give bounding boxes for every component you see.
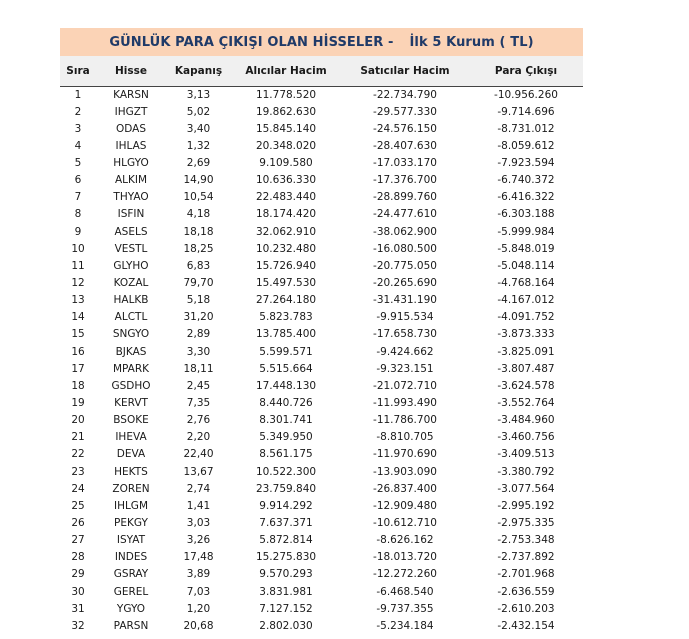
hisse-cell: VESTL: [114, 242, 148, 255]
kapanis-cell: 2,45: [186, 379, 211, 392]
saticilar-hacim-cell: -28.407.630: [373, 139, 437, 152]
sira-cell: 17: [71, 362, 85, 375]
kapanis-cell: 5,02: [186, 105, 211, 118]
sira-cell: 26: [71, 516, 85, 529]
kapanis-cell: 10,54: [183, 191, 214, 204]
table-row: [60, 189, 583, 206]
alicilar-hacim-cell: 8.561.175: [259, 448, 313, 461]
hisse-cell: ZOREN: [112, 482, 150, 495]
kapanis-cell: 2,74: [186, 482, 211, 495]
table-row: [60, 429, 583, 446]
table-row: [60, 583, 583, 600]
hisse-cell: BJKAS: [115, 345, 147, 358]
para-cikisi-cell: -2.610.203: [497, 602, 555, 615]
para-cikisi-cell: -2.975.335: [497, 516, 555, 529]
hisse-cell: ALCTL: [114, 311, 148, 324]
sira-cell: 25: [71, 499, 85, 512]
sira-cell: 24: [71, 482, 85, 495]
hisse-cell: BSOKE: [113, 414, 149, 427]
sira-cell: 5: [74, 156, 82, 169]
saticilar-hacim-cell: -11.786.700: [373, 414, 437, 427]
alicilar-hacim-cell: 15.497.530: [255, 276, 317, 289]
kapanis-cell: 4,18: [186, 208, 211, 221]
hisse-cell: IHGZT: [114, 105, 148, 118]
hisse-cell: PARSN: [113, 619, 149, 632]
table-row: [60, 446, 583, 463]
sira-cell: 3: [74, 122, 82, 135]
hisse-cell: IHLGM: [113, 499, 149, 512]
kapanis-cell: 2,76: [186, 414, 211, 427]
para-cikisi-cell: -6.416.322: [497, 191, 555, 204]
alicilar-hacim-cell: 9.109.580: [259, 156, 313, 169]
kapanis-cell: 14,90: [183, 174, 214, 187]
table-row: [60, 258, 583, 275]
hisse-cell: ASELS: [114, 225, 148, 238]
alicilar-hacim-cell: 13.785.400: [255, 328, 317, 341]
sira-cell: 31: [71, 602, 85, 615]
kapanis-cell: 18,11: [183, 362, 214, 375]
kapanis-cell: 18,18: [183, 225, 214, 238]
saticilar-hacim-cell: -16.080.500: [373, 242, 437, 255]
table-row: [60, 361, 583, 378]
alicilar-hacim-cell: 15.845.140: [255, 122, 317, 135]
hisse-cell: IHLAS: [115, 139, 147, 152]
alicilar-hacim-cell: 32.062.910: [255, 225, 317, 238]
para-cikisi-cell: -3.807.487: [497, 362, 555, 375]
saticilar-hacim-cell: -11.970.690: [373, 448, 437, 461]
sira-cell: 30: [71, 585, 85, 598]
kapanis-cell: 22,40: [183, 448, 214, 461]
kapanis-cell: 31,20: [183, 311, 214, 324]
report-title-bar: [60, 28, 583, 56]
table-row: [60, 343, 583, 360]
hisse-cell: IHEVA: [115, 431, 147, 444]
hisse-cell: GLYHO: [113, 259, 149, 272]
saticilar-hacim-cell: -24.576.150: [373, 122, 437, 135]
saticilar-hacim-cell: -17.376.700: [373, 174, 437, 187]
para-cikisi-cell: -2.753.348: [497, 534, 555, 547]
saticilar-hacim-cell: -8.810.705: [376, 431, 434, 444]
saticilar-hacim-cell: -24.477.610: [373, 208, 437, 221]
alicilar-hacim-cell: 9.914.292: [259, 499, 313, 512]
alicilar-hacim-cell: 17.448.130: [255, 379, 317, 392]
alicilar-hacim-cell: 5.515.664: [259, 362, 313, 375]
sira-cell: 6: [74, 174, 82, 187]
sira-cell: 19: [71, 396, 85, 409]
sira-cell: 1: [74, 88, 82, 101]
hisse-cell: ISFIN: [117, 208, 145, 221]
para-cikisi-cell: -3.624.578: [497, 379, 555, 392]
table-row: [60, 601, 583, 618]
hisse-cell: THYAO: [113, 191, 149, 204]
para-cikisi-cell: -2.995.192: [497, 499, 555, 512]
sira-cell: 22: [71, 448, 85, 461]
para-cikisi-cell: -3.460.756: [497, 431, 555, 444]
table-row: [60, 309, 583, 326]
kapanis-cell: 3,89: [186, 568, 211, 581]
sira-cell: 21: [71, 431, 85, 444]
table-row: [60, 121, 583, 138]
alicilar-hacim-cell: 19.862.630: [255, 105, 317, 118]
kapanis-cell: 18,25: [183, 242, 214, 255]
hisse-cell: ISYAT: [116, 534, 146, 547]
column-header-saticilar-hacim: Satıcılar Hacim: [341, 56, 469, 86]
alicilar-hacim-cell: 8.301.741: [259, 414, 313, 427]
column-header-para-cikisi: Para Çıkışı: [469, 56, 583, 86]
alicilar-hacim-cell: 27.264.180: [255, 294, 317, 307]
para-cikisi-cell: -9.714.696: [497, 105, 555, 118]
alicilar-hacim-cell: 15.726.940: [255, 259, 317, 272]
alicilar-hacim-cell: 5.349.950: [259, 431, 313, 444]
sira-cell: 11: [71, 259, 85, 272]
para-cikisi-cell: -2.737.892: [497, 551, 555, 564]
kapanis-cell: 1,41: [186, 499, 211, 512]
hisse-cell: KOZAL: [113, 276, 149, 289]
para-cikisi-cell: -4.768.164: [497, 276, 555, 289]
saticilar-hacim-cell: -12.909.480: [373, 499, 437, 512]
saticilar-hacim-cell: -20.775.050: [373, 259, 437, 272]
saticilar-hacim-cell: -13.903.090: [373, 465, 437, 478]
column-header-sira: Sıra: [60, 56, 96, 86]
table-row: [60, 223, 583, 240]
kapanis-cell: 6,83: [186, 259, 211, 272]
table-row: [60, 275, 583, 292]
kapanis-cell: 3,13: [186, 88, 211, 101]
table-row: [60, 172, 583, 189]
table-row: [60, 498, 583, 515]
sira-cell: 29: [71, 568, 85, 581]
sira-cell: 12: [71, 276, 85, 289]
column-header-alicilar-hacim: Alıcılar Hacim: [231, 56, 341, 86]
hisse-cell: HEKTS: [114, 465, 148, 478]
sira-cell: 14: [71, 311, 85, 324]
para-cikisi-cell: -3.380.792: [497, 465, 555, 478]
alicilar-hacim-cell: 5.872.814: [259, 534, 313, 547]
alicilar-hacim-cell: 2.802.030: [259, 619, 313, 632]
table-row: [60, 618, 583, 635]
para-cikisi-cell: -5.048.114: [497, 259, 555, 272]
saticilar-hacim-cell: -18.013.720: [373, 551, 437, 564]
hisse-cell: KARSN: [113, 88, 149, 101]
kapanis-cell: 2,69: [186, 156, 211, 169]
kapanis-cell: 13,67: [183, 465, 214, 478]
kapanis-cell: 1,32: [186, 139, 211, 152]
kapanis-cell: 7,03: [186, 585, 211, 598]
table-body: [60, 86, 583, 635]
table-row: [60, 515, 583, 532]
alicilar-hacim-cell: 9.570.293: [259, 568, 313, 581]
para-cikisi-cell: -10.956.260: [494, 88, 558, 101]
kapanis-cell: 20,68: [183, 619, 214, 632]
para-cikisi-cell: -3.873.333: [497, 328, 555, 341]
alicilar-hacim-cell: 15.275.830: [255, 551, 317, 564]
alicilar-hacim-cell: 5.823.783: [259, 311, 313, 324]
para-cikisi-cell: -7.923.594: [497, 156, 555, 169]
table-row: [60, 549, 583, 566]
sira-cell: 4: [74, 139, 82, 152]
table-header-row: [60, 56, 583, 86]
kapanis-cell: 1,20: [186, 602, 211, 615]
kapanis-cell: 3,40: [186, 122, 211, 135]
saticilar-hacim-cell: -22.734.790: [373, 88, 437, 101]
table-row: [60, 138, 583, 155]
para-cikisi-cell: -5.848.019: [497, 242, 555, 255]
report-subtitle: İlk 5 Kurum ( TL): [409, 34, 534, 50]
para-cikisi-cell: -3.077.564: [497, 482, 555, 495]
table-row: [60, 463, 583, 480]
kapanis-cell: 3,26: [186, 534, 211, 547]
sira-cell: 16: [71, 345, 85, 358]
alicilar-hacim-cell: 8.440.726: [259, 396, 313, 409]
table-row: [60, 566, 583, 583]
hisse-cell: KERVT: [114, 396, 148, 409]
sira-cell: 27: [71, 534, 85, 547]
hisse-cell: ALKIM: [114, 174, 148, 187]
para-cikisi-cell: -5.999.984: [497, 225, 555, 238]
sira-cell: 18: [71, 379, 85, 392]
hisse-cell: ODAS: [115, 122, 146, 135]
kapanis-cell: 7,35: [186, 396, 211, 409]
sira-cell: 15: [71, 328, 85, 341]
sira-cell: 32: [71, 619, 85, 632]
table-row: [60, 86, 583, 104]
para-cikisi-cell: -6.303.188: [497, 208, 555, 221]
hisse-cell: SNGYO: [112, 328, 150, 341]
table-row: [60, 241, 583, 258]
column-header-hisse: Hisse: [96, 56, 166, 86]
sira-cell: 9: [74, 225, 82, 238]
alicilar-hacim-cell: 10.232.480: [255, 242, 317, 255]
alicilar-hacim-cell: 10.522.300: [255, 465, 317, 478]
alicilar-hacim-cell: 22.483.440: [255, 191, 317, 204]
para-cikisi-cell: -3.825.091: [497, 345, 555, 358]
saticilar-hacim-cell: -17.033.170: [373, 156, 437, 169]
saticilar-hacim-cell: -26.837.400: [373, 482, 437, 495]
para-cikisi-cell: -2.432.154: [497, 619, 555, 632]
hisse-cell: GSRAY: [113, 568, 149, 581]
table-row: [60, 326, 583, 343]
saticilar-hacim-cell: -5.234.184: [376, 619, 434, 632]
kapanis-cell: 2,20: [186, 431, 211, 444]
para-cikisi-cell: -8.731.012: [497, 122, 555, 135]
saticilar-hacim-cell: -38.062.900: [373, 225, 437, 238]
hisse-cell: HLGYO: [113, 156, 149, 169]
alicilar-hacim-cell: 11.778.520: [255, 88, 317, 101]
hisse-cell: INDES: [114, 551, 148, 564]
hisse-cell: HALKB: [113, 294, 149, 307]
saticilar-hacim-cell: -8.626.162: [376, 534, 434, 547]
hisse-cell: GSDHO: [111, 379, 151, 392]
saticilar-hacim-cell: -28.899.760: [373, 191, 437, 204]
table-row: [60, 481, 583, 498]
saticilar-hacim-cell: -9.737.355: [376, 602, 434, 615]
saticilar-hacim-cell: -12.272.260: [373, 568, 437, 581]
para-cikisi-cell: -2.636.559: [497, 585, 555, 598]
table-row: [60, 104, 583, 121]
alicilar-hacim-cell: 10.636.330: [255, 174, 317, 187]
saticilar-hacim-cell: -20.265.690: [373, 276, 437, 289]
saticilar-hacim-cell: -6.468.540: [376, 585, 434, 598]
hisse-cell: MPARK: [112, 362, 150, 375]
hisse-cell: DEVA: [116, 448, 146, 461]
saticilar-hacim-cell: -21.072.710: [373, 379, 437, 392]
kapanis-cell: 3,30: [186, 345, 211, 358]
saticilar-hacim-cell: -9.323.151: [376, 362, 434, 375]
alicilar-hacim-cell: 7.637.371: [259, 516, 313, 529]
para-cikisi-cell: -4.167.012: [497, 294, 555, 307]
saticilar-hacim-cell: -31.431.190: [373, 294, 437, 307]
sira-cell: 10: [71, 242, 85, 255]
sira-cell: 8: [74, 208, 82, 221]
column-header-kapanis: Kapanış: [166, 56, 231, 86]
kapanis-cell: 2,89: [186, 328, 211, 341]
para-cikisi-cell: -6.740.372: [497, 174, 555, 187]
saticilar-hacim-cell: -17.658.730: [373, 328, 437, 341]
para-cikisi-cell: -4.091.752: [497, 311, 555, 324]
para-cikisi-cell: -3.552.764: [497, 396, 555, 409]
table-row: [60, 412, 583, 429]
saticilar-hacim-cell: -29.577.330: [373, 105, 437, 118]
alicilar-hacim-cell: 7.127.152: [259, 602, 313, 615]
sira-cell: 7: [74, 191, 82, 204]
table-row: [60, 155, 583, 172]
table-row: [60, 532, 583, 549]
outflow-table: [60, 56, 583, 635]
alicilar-hacim-cell: 5.599.571: [259, 345, 313, 358]
hisse-cell: PEKGY: [114, 516, 148, 529]
sira-cell: 20: [71, 414, 85, 427]
sira-cell: 2: [74, 105, 82, 118]
saticilar-hacim-cell: -10.612.710: [373, 516, 437, 529]
kapanis-cell: 79,70: [183, 276, 214, 289]
alicilar-hacim-cell: 23.759.840: [255, 482, 317, 495]
alicilar-hacim-cell: 20.348.020: [255, 139, 317, 152]
kapanis-cell: 17,48: [183, 551, 214, 564]
para-cikisi-cell: -8.059.612: [497, 139, 555, 152]
table-row: [60, 395, 583, 412]
para-cikisi-cell: -3.484.960: [497, 414, 555, 427]
table-row: [60, 292, 583, 309]
table-row: [60, 206, 583, 223]
kapanis-cell: 3,03: [186, 516, 211, 529]
report-title: GÜNLÜK PARA ÇIKIŞI OLAN HİSSELER -: [109, 34, 394, 50]
sira-cell: 28: [71, 551, 85, 564]
saticilar-hacim-cell: -9.424.662: [376, 345, 434, 358]
saticilar-hacim-cell: -9.915.534: [376, 311, 434, 324]
hisse-cell: YGYO: [116, 602, 146, 615]
sira-cell: 23: [71, 465, 85, 478]
kapanis-cell: 5,18: [186, 294, 211, 307]
alicilar-hacim-cell: 18.174.420: [255, 208, 317, 221]
para-cikisi-cell: -2.701.968: [497, 568, 555, 581]
hisse-cell: GEREL: [113, 585, 149, 598]
alicilar-hacim-cell: 3.831.981: [259, 585, 313, 598]
para-cikisi-cell: -3.409.513: [497, 448, 555, 461]
table-row: [60, 378, 583, 395]
report-sheet: [60, 28, 583, 635]
saticilar-hacim-cell: -11.993.490: [373, 396, 437, 409]
sira-cell: 13: [71, 294, 85, 307]
